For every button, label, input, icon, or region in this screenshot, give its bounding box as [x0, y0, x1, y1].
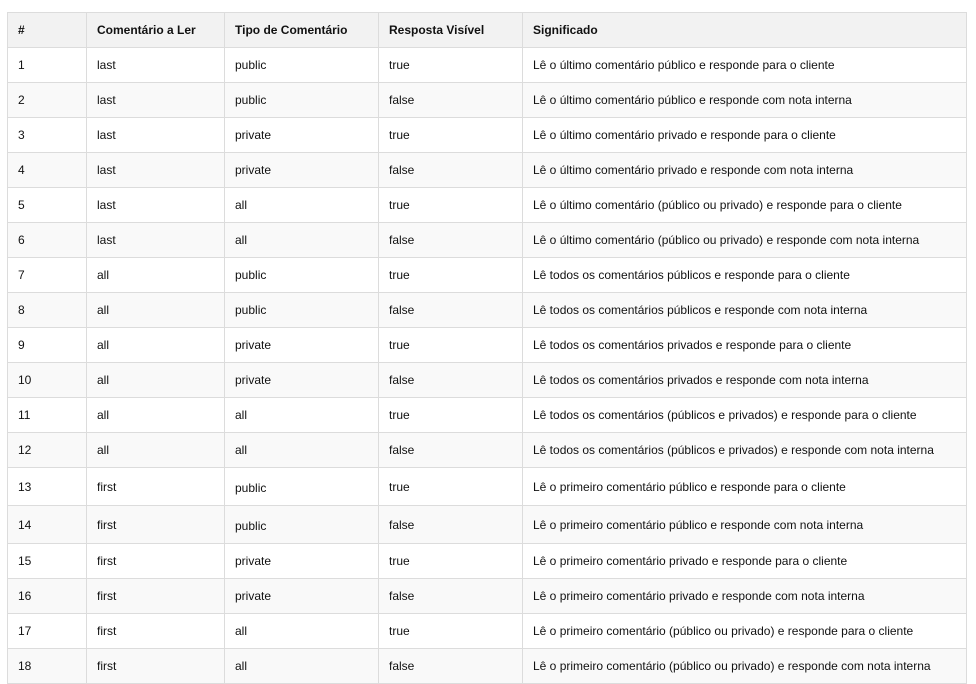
cell-number: 16	[8, 579, 87, 614]
cell-meaning: Lê todos os comentários públicos e responde para o cliente	[523, 258, 967, 293]
cell-comment-to-read: last	[87, 188, 225, 223]
table-row	[8, 118, 967, 153]
cell-number: 4	[8, 153, 87, 188]
cell-comment-to-read: last	[87, 223, 225, 258]
table-row	[8, 398, 967, 433]
cell-comment-to-read: last	[87, 83, 225, 118]
cell-comment-type: public	[225, 468, 379, 506]
header-meaning: Significado	[523, 13, 967, 48]
cell-comment-to-read: all	[87, 328, 225, 363]
cell-number: 6	[8, 223, 87, 258]
cell-comment-type: all	[225, 649, 379, 684]
cell-comment-type: public	[225, 258, 379, 293]
cell-comment-to-read: all	[87, 258, 225, 293]
table-row	[8, 433, 967, 468]
header-number: #	[8, 13, 87, 48]
cell-visible-response: false	[379, 649, 523, 684]
cell-visible-response: true	[379, 328, 523, 363]
cell-visible-response: true	[379, 398, 523, 433]
cell-meaning: Lê todos os comentários (públicos e privados) e responde para o cliente	[523, 398, 967, 433]
cell-number: 8	[8, 293, 87, 328]
cell-visible-response: false	[379, 579, 523, 614]
cell-number: 18	[8, 649, 87, 684]
header-visible-response: Resposta Visível	[379, 13, 523, 48]
cell-number: 12	[8, 433, 87, 468]
cell-meaning: Lê o primeiro comentário (público ou privado) e responde para o cliente	[523, 614, 967, 649]
cell-visible-response: true	[379, 188, 523, 223]
cell-comment-to-read: last	[87, 118, 225, 153]
cell-comment-to-read: all	[87, 433, 225, 468]
cell-meaning: Lê o último comentário privado e responde com nota interna	[523, 153, 967, 188]
cell-comment-type: all	[225, 398, 379, 433]
table-row	[8, 506, 967, 544]
cell-meaning: Lê todos os comentários (públicos e privados) e responde com nota interna	[523, 433, 967, 468]
cell-number: 17	[8, 614, 87, 649]
table-body	[8, 48, 967, 684]
cell-comment-to-read: all	[87, 293, 225, 328]
cell-number: 2	[8, 83, 87, 118]
table-row	[8, 48, 967, 83]
cell-comment-to-read: first	[87, 614, 225, 649]
cell-number: 13	[8, 468, 87, 506]
cell-visible-response: true	[379, 118, 523, 153]
cell-comment-type: private	[225, 579, 379, 614]
cell-comment-type: public	[225, 293, 379, 328]
cell-comment-to-read: first	[87, 468, 225, 506]
cell-comment-to-read: last	[87, 48, 225, 83]
cell-meaning: Lê o primeiro comentário público e responde com nota interna	[523, 506, 967, 544]
cell-meaning: Lê o primeiro comentário público e responde para o cliente	[523, 468, 967, 506]
cell-comment-type: private	[225, 363, 379, 398]
cell-visible-response: false	[379, 433, 523, 468]
cell-visible-response: false	[379, 293, 523, 328]
cell-visible-response: false	[379, 223, 523, 258]
cell-comment-type: public	[225, 83, 379, 118]
header-comment-to-read: Comentário a Ler	[87, 13, 225, 48]
cell-visible-response: false	[379, 363, 523, 398]
cell-comment-type: private	[225, 544, 379, 579]
cell-comment-to-read: first	[87, 506, 225, 544]
table-row	[8, 83, 967, 118]
header-comment-type: Tipo de Comentário	[225, 13, 379, 48]
cell-comment-to-read: first	[87, 579, 225, 614]
cell-number: 15	[8, 544, 87, 579]
cell-meaning: Lê o último comentário público e responde com nota interna	[523, 83, 967, 118]
cell-visible-response: false	[379, 83, 523, 118]
table-row	[8, 579, 967, 614]
cell-comment-type: all	[225, 614, 379, 649]
cell-meaning: Lê o primeiro comentário privado e responde com nota interna	[523, 579, 967, 614]
cell-comment-to-read: all	[87, 398, 225, 433]
cell-comment-to-read: all	[87, 363, 225, 398]
cell-comment-to-read: first	[87, 544, 225, 579]
cell-comment-to-read: last	[87, 153, 225, 188]
cell-comment-type: private	[225, 153, 379, 188]
cell-meaning: Lê todos os comentários privados e responde com nota interna	[523, 363, 967, 398]
cell-visible-response: false	[379, 153, 523, 188]
cell-visible-response: true	[379, 468, 523, 506]
cell-comment-to-read: first	[87, 649, 225, 684]
cell-comment-type: all	[225, 188, 379, 223]
cell-comment-type: all	[225, 433, 379, 468]
comment-config-table-wrapper	[7, 12, 966, 684]
cell-visible-response: true	[379, 544, 523, 579]
table-row	[8, 363, 967, 398]
cell-meaning: Lê o último comentário privado e responde para o cliente	[523, 118, 967, 153]
cell-number: 3	[8, 118, 87, 153]
table-row	[8, 188, 967, 223]
cell-comment-type: public	[225, 506, 379, 544]
comment-config-table	[7, 12, 967, 684]
cell-number: 11	[8, 398, 87, 433]
cell-number: 9	[8, 328, 87, 363]
cell-number: 1	[8, 48, 87, 83]
table-row	[8, 258, 967, 293]
cell-meaning: Lê todos os comentários privados e responde para o cliente	[523, 328, 967, 363]
cell-meaning: Lê o primeiro comentário (público ou privado) e responde com nota interna	[523, 649, 967, 684]
cell-meaning: Lê o último comentário (público ou privado) e responde com nota interna	[523, 223, 967, 258]
cell-comment-type: private	[225, 118, 379, 153]
cell-meaning: Lê o último comentário (público ou privado) e responde para o cliente	[523, 188, 967, 223]
table-row	[8, 649, 967, 684]
cell-number: 10	[8, 363, 87, 398]
table-row	[8, 153, 967, 188]
table-row	[8, 293, 967, 328]
cell-visible-response: true	[379, 614, 523, 649]
cell-number: 7	[8, 258, 87, 293]
table-row	[8, 223, 967, 258]
cell-meaning: Lê o último comentário público e responde para o cliente	[523, 48, 967, 83]
cell-visible-response: false	[379, 506, 523, 544]
cell-meaning: Lê todos os comentários públicos e responde com nota interna	[523, 293, 967, 328]
cell-visible-response: true	[379, 48, 523, 83]
table-row	[8, 468, 967, 506]
table-row	[8, 328, 967, 363]
cell-comment-type: all	[225, 223, 379, 258]
cell-comment-type: private	[225, 328, 379, 363]
cell-meaning: Lê o primeiro comentário privado e responde para o cliente	[523, 544, 967, 579]
header-row	[8, 13, 967, 48]
table-row	[8, 544, 967, 579]
table-row	[8, 614, 967, 649]
cell-visible-response: true	[379, 258, 523, 293]
table-header	[8, 13, 967, 48]
cell-number: 14	[8, 506, 87, 544]
cell-number: 5	[8, 188, 87, 223]
cell-comment-type: public	[225, 48, 379, 83]
